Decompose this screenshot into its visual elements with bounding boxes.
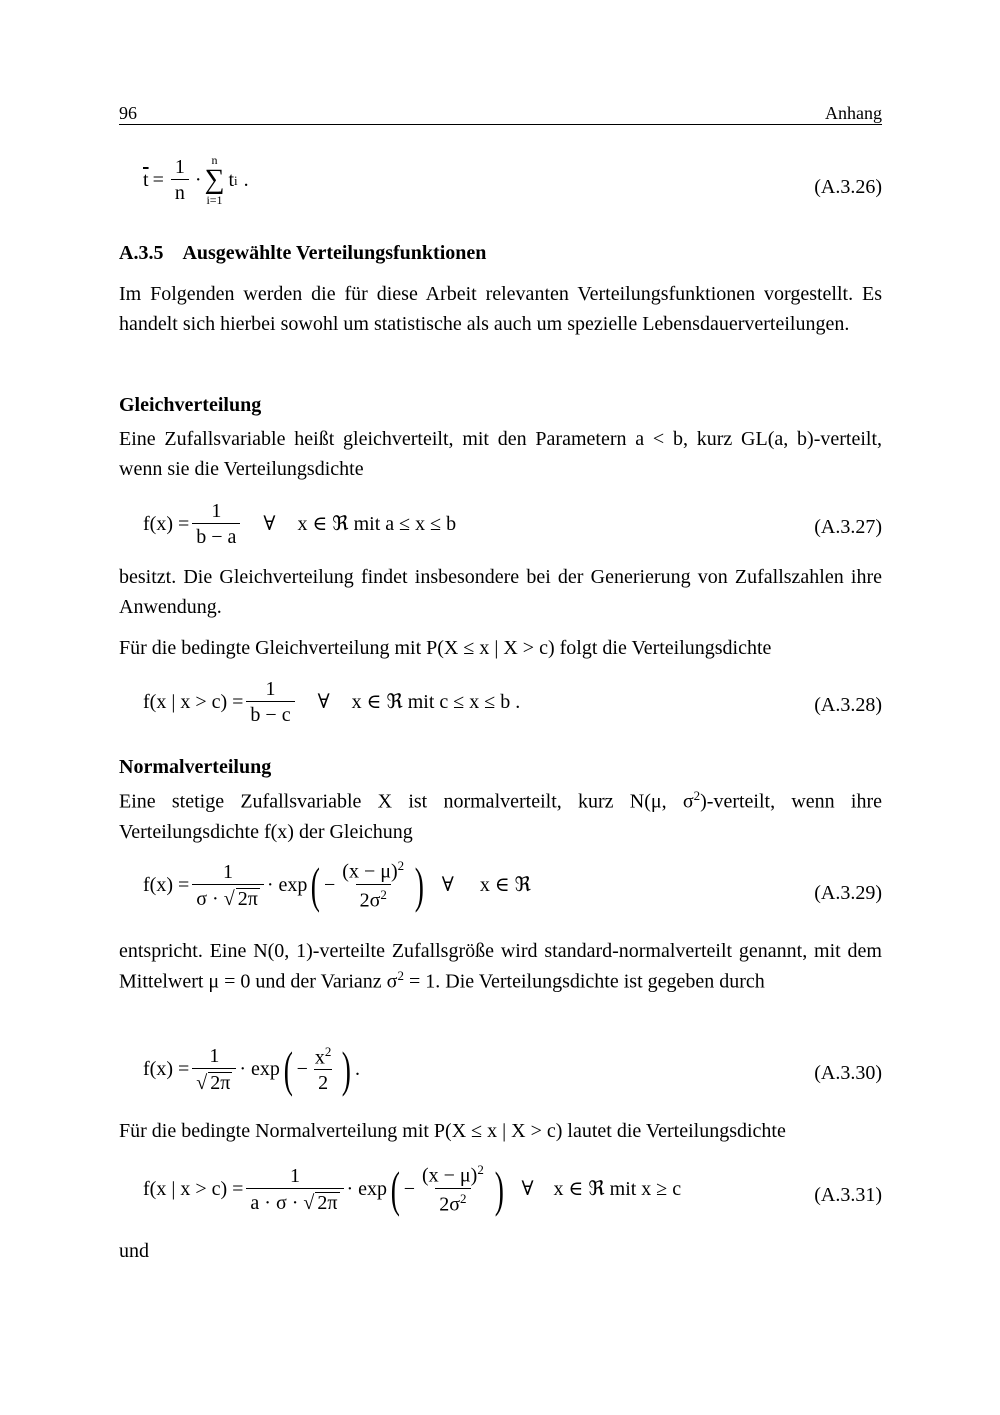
sum-operator: n ∑ i=1: [204, 153, 225, 207]
normal-paragraph-4: und: [119, 1240, 149, 1262]
equation-label: (A.3.26): [814, 176, 882, 198]
normal-paragraph-1: Eine stetige Zufallsvariable X ist normalverteilt, kurz N(μ, $\sigma^2$)-verteilt, wenn ihre Verteilungsdichte f(x) der Gleichung: [119, 788, 883, 843]
subheading-gleichverteilung: Gleichverteilung: [119, 394, 262, 416]
subheading-normalverteilung: Normalverteilung: [119, 756, 272, 778]
page-number: 96: [119, 103, 137, 123]
equation-a3-26: $\overline{t}$ = $\frac{1}{n}$ · n ∑ i=1 t i .: [143, 153, 249, 207]
gleich-paragraph-3: Für die bedingte Gleichverteilung mit P(X ≤ x | X > c) folgt die Verteilungsdichte: [119, 637, 772, 659]
eq-fraction: $\frac{1}{n}$: [171, 157, 189, 203]
equation-label: (A.3.27): [814, 516, 882, 538]
gleich-paragraph-1: Eine Zufallsvariable heißt gleichverteilt, mit den Parametern a < b, kurz GL(a, b)-verteilt, wenn sie die Verteilungsdichte: [119, 428, 882, 480]
gleich-paragraph-2: besitzt. Die Gleichverteilung findet insbesondere bei der Generierung von Zufallszahlen ihre Anwendung.: [119, 566, 882, 618]
forall-symbol: ∀: [317, 691, 330, 713]
equation-a3-30: f(x) = $\frac{1}{√ 2\pi}$ · exp ( − $\frac{x^2}{2}$ ) .: [143, 1041, 360, 1097]
section-heading: A.3.5 Ausgewählte Verteilungsfunktionen: [119, 242, 487, 264]
forall-symbol: ∀: [521, 1178, 534, 1200]
equation-label: (A.3.29): [814, 882, 882, 904]
page-header: [119, 100, 882, 125]
equation-a3-31: f(x | x > c) = $\frac{1}{a \cdot \sigma \cdot √ 2\pi}$ · exp ( − $\frac{(x - \mu)^2}{2\sigma^2}$ ) ∀ x ∈ ℜ mit x ≥ c: [143, 1161, 682, 1217]
forall-symbol: ∀: [441, 874, 454, 896]
equation-a3-28: f(x | x > c) = $\frac{1}{b - c}$ ∀ x ∈ ℜ mit c ≤ x ≤ b .: [143, 678, 521, 726]
normal-paragraph-2: entspricht. Eine N(0, 1)-verteilte Zufallsgröße wird standard-normalverteilt genannt, mit dem Mittelwert μ = 0 und der Varianz $\sigma^2 = 1$. Die Verteilungsdichte ist gegeben durch: [119, 940, 882, 993]
forall-symbol: ∀: [263, 513, 276, 535]
equation-a3-29: f(x) = $\frac{1}{\sigma \cdot √ 2\pi}$ · exp ( − $\frac{(x - \mu)^2}{2\sigma^2}$ ) ∀ x ∈ ℜ: [143, 857, 531, 913]
eq-lhs: $\overline{t}$: [143, 169, 149, 191]
equation-label: (A.3.31): [814, 1184, 882, 1206]
running-title: Anhang: [825, 103, 882, 123]
normal-paragraph-3: Für die bedingte Normalverteilung mit P(X ≤ x | X > c) lautet die Verteilungsdichte: [119, 1120, 786, 1142]
eq-term: t: [228, 169, 235, 191]
intro-paragraph: Im Folgenden werden die für diese Arbeit relevanten Verteilungsfunktionen vorgestellt. Es handelt sich hierbei sowohl um statistische als auch um spezielle Lebensdauerverteilungen.: [119, 283, 882, 335]
equation-label: (A.3.30): [814, 1062, 882, 1084]
equation-label: (A.3.28): [814, 694, 882, 716]
equation-a3-27: f(x) = $\frac{1}{b - a}$ ∀ x ∈ ℜ mit a ≤ x ≤ b: [143, 500, 457, 548]
